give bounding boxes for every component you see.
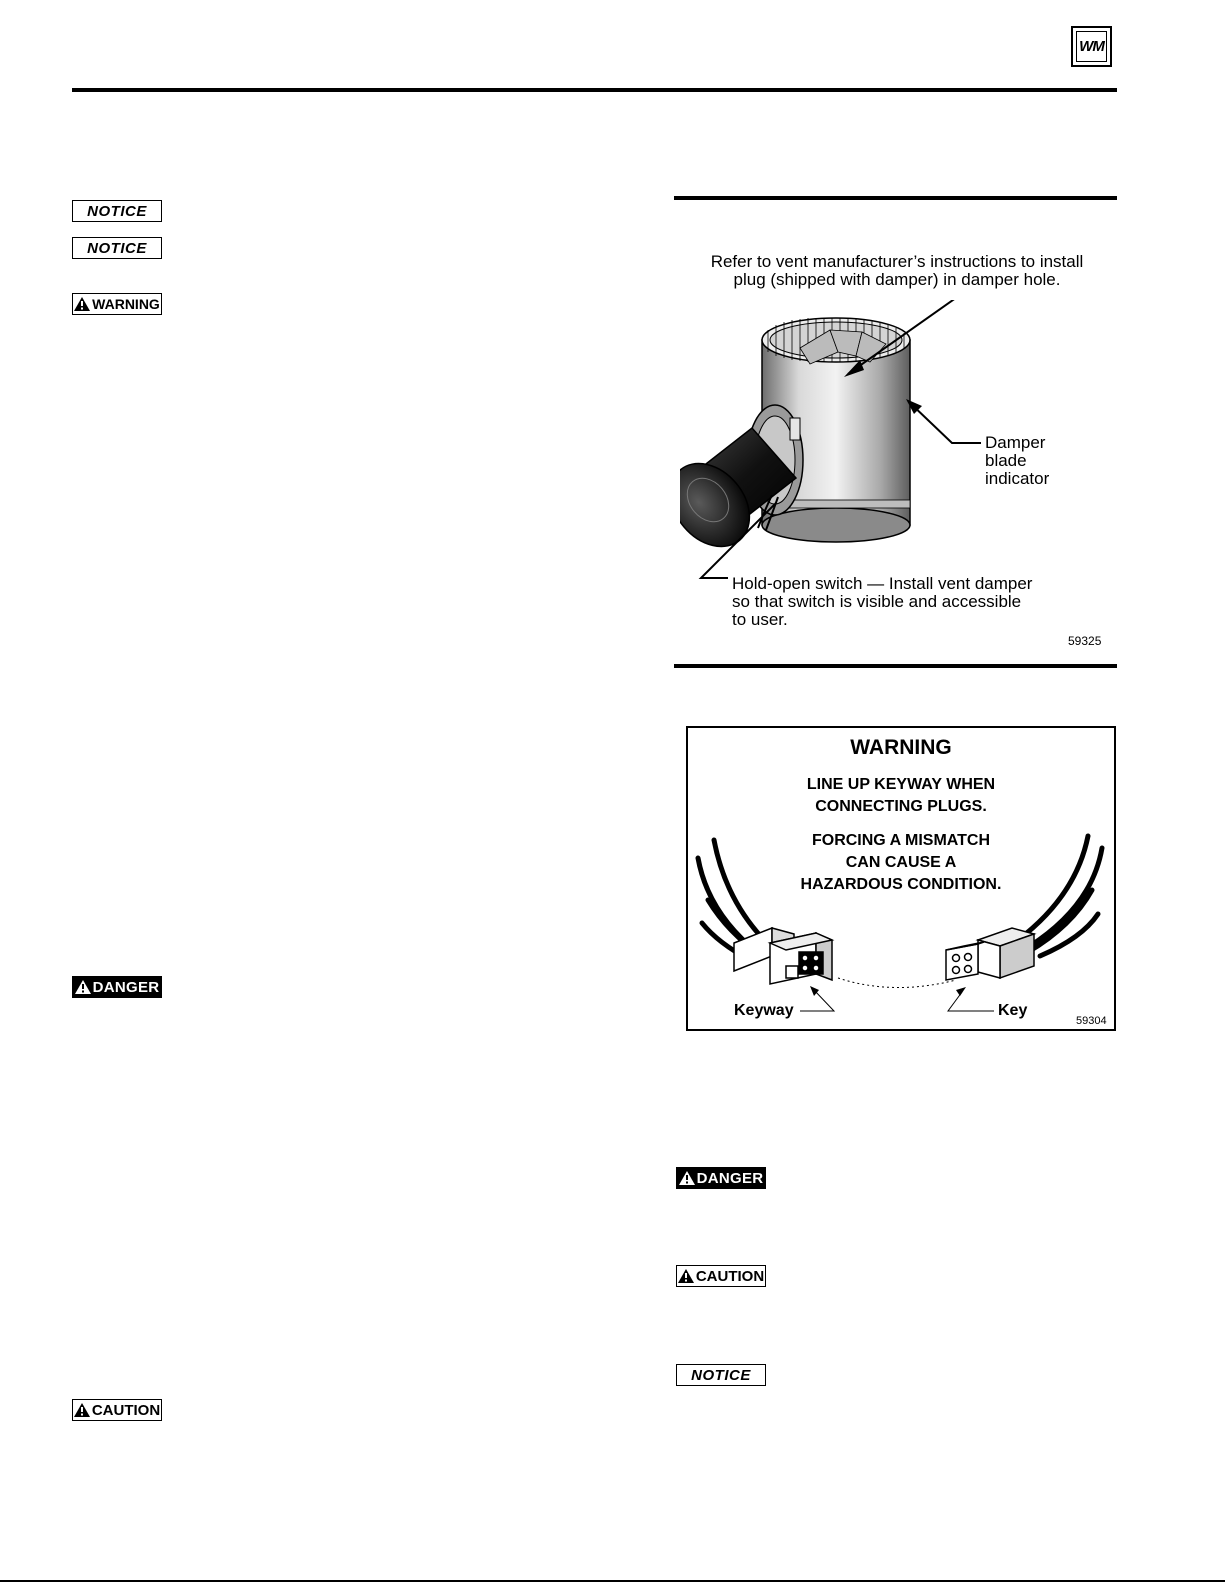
warning-label-title: WARNING — [850, 736, 952, 759]
header-rule — [72, 88, 1117, 92]
hold-open-switch-callout-line: so that switch is visible and accessible — [732, 592, 1022, 611]
hold-open-switch-callout — [732, 575, 1102, 629]
brand-logo — [1071, 26, 1112, 67]
figure-bottom-rule — [674, 664, 1117, 668]
warning-triangle-icon — [74, 1403, 90, 1417]
blade-indicator-callout — [985, 434, 1105, 488]
notice-tag — [676, 1364, 766, 1386]
caution-tag — [676, 1265, 766, 1287]
warning-tag-label: WARNING — [92, 296, 160, 312]
figure-number: 59325 — [1068, 634, 1102, 648]
danger-tag-label: DANGER — [696, 1169, 764, 1187]
warning-label-figure — [686, 726, 1116, 1031]
hold-open-switch-callout-line: to user. — [732, 610, 788, 629]
warning-triangle-icon — [678, 1269, 694, 1283]
warning-tag — [72, 293, 162, 315]
danger-tag — [72, 976, 162, 998]
warning-label-line: CAN CAUSE A — [845, 854, 957, 871]
notice-tag — [72, 237, 162, 259]
warning-triangle-icon — [74, 297, 90, 311]
keyway-label: Keyway — [734, 1002, 794, 1019]
notice-tag-label: NOTICE — [691, 1366, 751, 1384]
warning-label-line: HAZARDOUS CONDITION. — [800, 876, 1002, 893]
caution-tag-label: CAUTION — [695, 1267, 765, 1285]
warning-label-line: LINE UP KEYWAY WHEN — [806, 776, 996, 793]
blade-indicator-callout-line: blade — [985, 451, 1027, 470]
figure-top-rule — [674, 196, 1117, 200]
notice-tag — [72, 200, 162, 222]
plug-callout — [676, 253, 1118, 289]
warning-triangle-icon — [679, 1171, 695, 1185]
figure-number: 59304 — [1076, 1015, 1107, 1027]
warning-label-line: CONNECTING PLUGS. — [815, 798, 987, 815]
hold-open-switch-callout-line: Hold-open switch — Install vent damper — [732, 574, 1033, 593]
plug-callout-line: Refer to vent manufacturer’s instructions to install — [710, 252, 1084, 271]
caution-tag — [72, 1399, 162, 1421]
caution-tag-label: CAUTION — [91, 1401, 161, 1419]
key-label: Key — [998, 1002, 1028, 1019]
footer-rule — [0, 1580, 1225, 1582]
blade-indicator-callout-line: indicator — [985, 469, 1050, 488]
brand-logo-text: WM — [1076, 31, 1107, 62]
danger-tag — [676, 1167, 766, 1189]
notice-tag-label: NOTICE — [87, 239, 147, 257]
warning-label-line: FORCING A MISMATCH — [811, 832, 991, 849]
warning-triangle-icon — [75, 980, 91, 994]
notice-tag-label: NOTICE — [87, 202, 147, 220]
connector-plugs-illustration — [688, 728, 1114, 1029]
plug-callout-line: plug (shipped with damper) in damper hole. — [733, 270, 1061, 289]
blade-indicator-callout-line: Damper — [985, 433, 1046, 452]
danger-tag-label: DANGER — [92, 978, 160, 996]
